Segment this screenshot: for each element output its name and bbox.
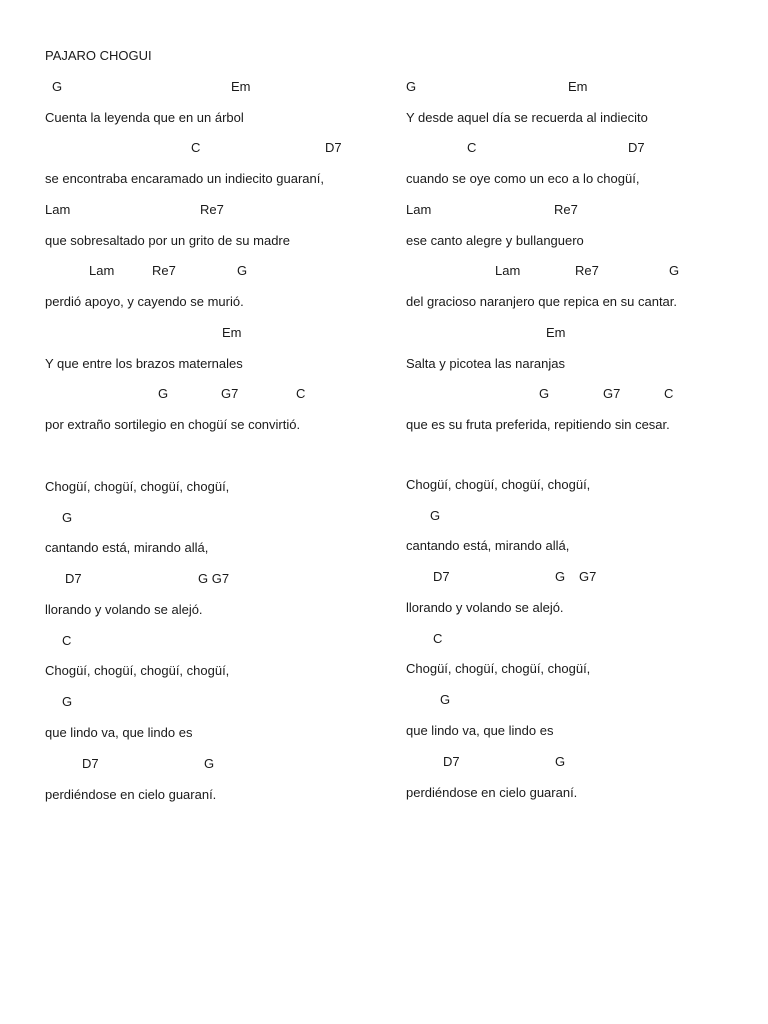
chord-row <box>45 79 405 97</box>
chord: D7 <box>65 571 82 586</box>
chord-row <box>406 79 766 97</box>
chord: G <box>440 692 451 707</box>
chord-row <box>45 694 405 712</box>
chord-row <box>45 325 405 343</box>
chord: G <box>406 79 417 94</box>
chorus-line: Chogüí, chogüí, chogüí, chogüí, <box>45 479 230 494</box>
right-column <box>406 0 766 1024</box>
chord-row <box>45 756 405 774</box>
song-title: PAJARO CHOGUI <box>45 48 152 63</box>
chorus-line: perdiéndose en cielo guaraní. <box>45 787 217 802</box>
chord: Re7 <box>200 202 224 217</box>
chorus-line: cantando está, mirando allá, <box>406 538 570 553</box>
chord: G7 <box>221 386 239 401</box>
chord: Lam <box>495 263 521 278</box>
lyric-line: se encontraba encaramado un indiecito guaraní, <box>45 171 324 186</box>
chord: Em <box>568 79 588 94</box>
chord: G <box>555 569 566 584</box>
chord-row <box>45 633 405 651</box>
chord: G <box>539 386 550 401</box>
chord-row <box>406 325 766 343</box>
chord: G <box>430 508 441 523</box>
chord: G <box>669 263 680 278</box>
chord: G <box>204 756 215 771</box>
chord: C <box>296 386 306 401</box>
lyric-line: que sobresaltado por un grito de su madre <box>45 233 290 248</box>
chord: Lam <box>45 202 71 217</box>
chord-row <box>406 569 766 587</box>
chorus-line: llorando y volando se alejó. <box>45 602 203 617</box>
lyric-line: por extraño sortilegio en chogüí se convirtió. <box>45 417 301 432</box>
chord: Re7 <box>152 263 176 278</box>
lyric-line: ese canto alegre y bullanguero <box>406 233 584 248</box>
chord: Lam <box>89 263 115 278</box>
lyric-line: perdió apoyo, y cayendo se murió. <box>45 294 244 309</box>
chord-row <box>406 263 766 281</box>
chord-row <box>406 202 766 220</box>
chord: G G7 <box>198 571 230 586</box>
chord: Em <box>222 325 242 340</box>
chord-row <box>45 386 405 404</box>
lyric-line: Y que entre los brazos maternales <box>45 356 243 371</box>
chorus-line: Chogüí, chogüí, chogüí, chogüí, <box>45 663 230 678</box>
chord: G <box>62 510 73 525</box>
chord: G <box>62 694 73 709</box>
chorus-line: Chogüí, chogüí, chogüí, chogüí, <box>406 661 591 676</box>
chord-row <box>406 386 766 404</box>
left-column <box>45 0 405 1024</box>
chord: D7 <box>628 140 645 155</box>
chord: G <box>158 386 169 401</box>
chord-row <box>45 263 405 281</box>
chord: Re7 <box>575 263 599 278</box>
chord: Em <box>546 325 566 340</box>
chord: G <box>555 754 566 769</box>
chord: G7 <box>579 569 597 584</box>
chord: Re7 <box>554 202 578 217</box>
lyric-line: Y desde aquel día se recuerda al indiecito <box>406 110 648 125</box>
chord: C <box>664 386 674 401</box>
chorus-line: perdiéndose en cielo guaraní. <box>406 785 578 800</box>
lyric-line: Salta y picotea las naranjas <box>406 356 565 371</box>
chord: C <box>433 631 443 646</box>
chord-row <box>406 692 766 710</box>
chorus-line: que lindo va, que lindo es <box>406 723 554 738</box>
chord: C <box>467 140 477 155</box>
chord-row <box>406 508 766 526</box>
chorus-line: Chogüí, chogüí, chogüí, chogüí, <box>406 477 591 492</box>
chord-row <box>45 202 405 220</box>
lyric-line: cuando se oye como un eco a lo chogüí, <box>406 171 640 186</box>
chorus-line: llorando y volando se alejó. <box>406 600 564 615</box>
chord-row <box>406 140 766 158</box>
chord-row <box>45 571 405 589</box>
chord: D7 <box>433 569 450 584</box>
chord: C <box>62 633 72 648</box>
chord: Em <box>231 79 251 94</box>
chord-row <box>45 140 405 158</box>
chorus-line: que lindo va, que lindo es <box>45 725 193 740</box>
chord-row <box>406 754 766 772</box>
chord: G <box>237 263 248 278</box>
lyric-line: que es su fruta preferida, repitiendo sin cesar. <box>406 417 670 432</box>
chord-row <box>406 631 766 649</box>
chord-row <box>45 510 405 528</box>
lyric-line: del gracioso naranjero que repica en su cantar. <box>406 294 678 309</box>
chorus-line: cantando está, mirando allá, <box>45 540 209 555</box>
chord: G7 <box>603 386 621 401</box>
chord: D7 <box>443 754 460 769</box>
chord: C <box>191 140 201 155</box>
chord: G <box>52 79 63 94</box>
chord: D7 <box>325 140 342 155</box>
chord: Lam <box>406 202 432 217</box>
chord: D7 <box>82 756 99 771</box>
lyric-line: Cuenta la leyenda que en un árbol <box>45 110 244 125</box>
